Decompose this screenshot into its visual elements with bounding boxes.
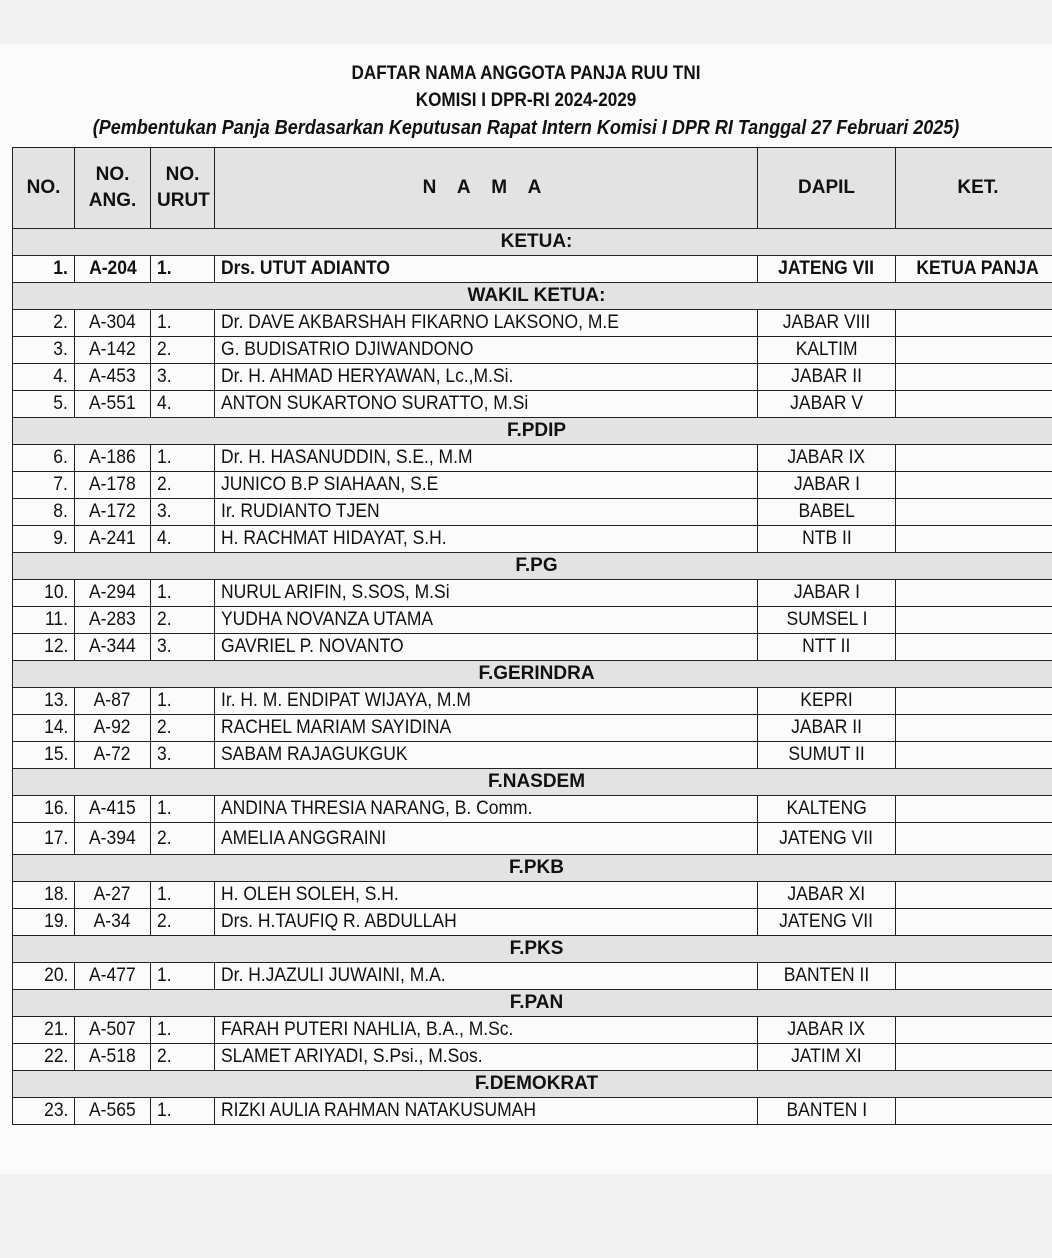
cell-urut-number: 1. [151,1017,215,1044]
cell-ket [896,634,1052,661]
cell-urut-number: 2. [151,337,215,364]
cell-anggota-number: A-551 [75,391,151,418]
cell-ket [896,364,1052,391]
cell-nama: NURUL ARIFIN, S.SOS, M.Si [215,580,758,607]
header-ket: KET. [896,148,1052,229]
header-no-ang: NO. ANG. [75,148,151,229]
table-header-row [13,148,1052,229]
cell-dapil: SUMUT II [758,742,896,769]
cell-urut-number: 2. [151,472,215,499]
cell-ket [896,1098,1052,1125]
section-header-row [13,1071,1052,1098]
section-header-row [13,936,1052,963]
cell-nama: Dr. H. HASANUDDIN, S.E., M.M [215,445,758,472]
cell-anggota-number: A-241 [75,526,151,553]
cell-ket [896,823,1052,855]
cell-urut-number: 1. [151,882,215,909]
table-row [13,688,1052,715]
table-row [13,1017,1052,1044]
cell-urut-number: 1. [151,1098,215,1125]
cell-anggota-number: A-394 [75,823,151,855]
table-row [13,499,1052,526]
table-row [13,256,1052,283]
section-header-row [13,661,1052,688]
cell-nama: AMELIA ANGGRAINI [215,823,758,855]
table-row [13,715,1052,742]
cell-no: 3. [13,337,75,364]
section-header-row [13,769,1052,796]
cell-dapil: KALTIM [758,337,896,364]
table-row [13,882,1052,909]
cell-urut-number: 1. [151,688,215,715]
cell-ket [896,882,1052,909]
cell-ket [896,499,1052,526]
cell-dapil: JATENG VII [758,909,896,936]
cell-no: 20. [13,963,75,990]
cell-ket: KETUA PANJA [896,256,1052,283]
header-no: NO. [13,148,75,229]
table-row [13,310,1052,337]
cell-anggota-number: A-415 [75,796,151,823]
cell-dapil: BANTEN I [758,1098,896,1125]
table-row [13,796,1052,823]
cell-dapil: SUMSEL I [758,607,896,634]
table-row [13,909,1052,936]
section-label: WAKIL KETUA: [13,283,1052,310]
cell-ket [896,715,1052,742]
title-subtitle: (Pembentukan Panja Berdasarkan Keputusan Rapat Intern Komisi I DPR RI Tanggal 27 Februari 2025) [92,117,960,139]
cell-anggota-number: A-518 [75,1044,151,1071]
document-title [0,60,1052,142]
cell-dapil: JABAR XI [758,882,896,909]
cell-nama: RACHEL MARIAM SAYIDINA [215,715,758,742]
cell-dapil: NTT II [758,634,896,661]
cell-dapil: JATENG VII [758,256,896,283]
section-label: F.NASDEM [13,769,1052,796]
cell-anggota-number: A-453 [75,364,151,391]
cell-anggota-number: A-294 [75,580,151,607]
table-row [13,364,1052,391]
cell-ket [896,391,1052,418]
cell-urut-number: 3. [151,364,215,391]
cell-nama: JUNICO B.P SIAHAAN, S.E [215,472,758,499]
cell-dapil: JABAR V [758,391,896,418]
section-header-row [13,283,1052,310]
cell-anggota-number: A-283 [75,607,151,634]
section-header-row [13,229,1052,256]
cell-dapil: NTB II [758,526,896,553]
cell-dapil: BABEL [758,499,896,526]
cell-no: 16. [13,796,75,823]
cell-urut-number: 3. [151,499,215,526]
cell-no: 21. [13,1017,75,1044]
cell-ket [896,607,1052,634]
cell-urut-number: 1. [151,580,215,607]
cell-dapil: JABAR II [758,715,896,742]
cell-no: 17. [13,823,75,855]
cell-no: 2. [13,310,75,337]
header-dapil: DAPIL [758,148,896,229]
table-row [13,445,1052,472]
cell-dapil: BANTEN II [758,963,896,990]
section-label: F.PKS [13,936,1052,963]
section-header-row [13,990,1052,1017]
cell-ket [896,310,1052,337]
section-label: F.DEMOKRAT [13,1071,1052,1098]
cell-anggota-number: A-344 [75,634,151,661]
table-row [13,391,1052,418]
cell-urut-number: 1. [151,310,215,337]
cell-no: 4. [13,364,75,391]
cell-nama: ANDINA THRESIA NARANG, B. Comm. [215,796,758,823]
section-header-row [13,553,1052,580]
cell-nama: G. BUDISATRIO DJIWANDONO [215,337,758,364]
cell-dapil: JABAR VIII [758,310,896,337]
cell-anggota-number: A-27 [75,882,151,909]
cell-no: 6. [13,445,75,472]
header-no-urut: NO. URUT [151,148,215,229]
cell-no: 14. [13,715,75,742]
cell-ket [896,445,1052,472]
cell-dapil: JATENG VII [758,823,896,855]
cell-nama: Dr. DAVE AKBARSHAH FIKARNO LAKSONO, M.E [215,310,758,337]
section-label: F.PAN [13,990,1052,1017]
cell-no: 1. [13,256,75,283]
cell-ket [896,526,1052,553]
cell-ket [896,963,1052,990]
cell-anggota-number: A-204 [75,256,151,283]
cell-anggota-number: A-507 [75,1017,151,1044]
cell-ket [896,337,1052,364]
cell-dapil: JATIM XI [758,1044,896,1071]
cell-urut-number: 1. [151,445,215,472]
cell-nama: H. OLEH SOLEH, S.H. [215,882,758,909]
cell-anggota-number: A-172 [75,499,151,526]
cell-dapil: JABAR I [758,472,896,499]
cell-no: 7. [13,472,75,499]
cell-dapil: JABAR I [758,580,896,607]
cell-nama: Ir. H. M. ENDIPAT WIJAYA, M.M [215,688,758,715]
cell-no: 22. [13,1044,75,1071]
table-row [13,526,1052,553]
cell-urut-number: 3. [151,742,215,769]
cell-urut-number: 2. [151,607,215,634]
cell-ket [896,796,1052,823]
cell-anggota-number: A-34 [75,909,151,936]
section-label: F.PDIP [13,418,1052,445]
cell-no: 5. [13,391,75,418]
table-body [13,229,1052,1125]
table-row [13,963,1052,990]
table-row [13,472,1052,499]
cell-urut-number: 2. [151,909,215,936]
cell-nama: Drs. H.TAUFIQ R. ABDULLAH [215,909,758,936]
cell-no: 11. [13,607,75,634]
section-header-row [13,418,1052,445]
cell-dapil: JABAR IX [758,445,896,472]
section-label: F.GERINDRA [13,661,1052,688]
cell-anggota-number: A-565 [75,1098,151,1125]
cell-nama: Drs. UTUT ADIANTO [215,256,758,283]
cell-anggota-number: A-477 [75,963,151,990]
cell-dapil: JABAR IX [758,1017,896,1044]
cell-nama: SLAMET ARIYADI, S.Psi., M.Sos. [215,1044,758,1071]
header-nama: N A M A [215,148,758,229]
cell-nama: YUDHA NOVANZA UTAMA [215,607,758,634]
cell-urut-number: 3. [151,634,215,661]
cell-anggota-number: A-178 [75,472,151,499]
cell-nama: FARAH PUTERI NAHLIA, B.A., M.Sc. [215,1017,758,1044]
cell-anggota-number: A-142 [75,337,151,364]
cell-ket [896,1017,1052,1044]
cell-dapil: KALTENG [758,796,896,823]
section-header-row [13,855,1052,882]
cell-no: 23. [13,1098,75,1125]
cell-urut-number: 4. [151,526,215,553]
cell-urut-number: 2. [151,823,215,855]
table-row [13,742,1052,769]
cell-no: 18. [13,882,75,909]
cell-ket [896,580,1052,607]
table-row [13,1098,1052,1125]
cell-urut-number: 4. [151,391,215,418]
cell-ket [896,472,1052,499]
cell-ket [896,909,1052,936]
cell-urut-number: 2. [151,715,215,742]
cell-nama: GAVRIEL P. NOVANTO [215,634,758,661]
cell-anggota-number: A-92 [75,715,151,742]
cell-ket [896,1044,1052,1071]
cell-urut-number: 1. [151,796,215,823]
table-row [13,337,1052,364]
cell-dapil: JABAR II [758,364,896,391]
cell-ket [896,742,1052,769]
cell-ket [896,688,1052,715]
title-line-1: DAFTAR NAMA ANGGOTA PANJA RUU TNI [351,63,701,84]
cell-no: 9. [13,526,75,553]
cell-anggota-number: A-87 [75,688,151,715]
cell-nama: ANTON SUKARTONO SURATTO, M.Si [215,391,758,418]
table-row [13,580,1052,607]
section-label: KETUA: [13,229,1052,256]
table-row [13,823,1052,855]
cell-no: 19. [13,909,75,936]
section-label: F.PG [13,553,1052,580]
cell-nama: Ir. RUDIANTO TJEN [215,499,758,526]
title-line-2: KOMISI I DPR-RI 2024-2029 [415,90,637,111]
cell-nama: RIZKI AULIA RAHMAN NATAKUSUMAH [215,1098,758,1125]
cell-urut-number: 1. [151,256,215,283]
cell-no: 8. [13,499,75,526]
cell-anggota-number: A-304 [75,310,151,337]
cell-urut-number: 2. [151,1044,215,1071]
cell-no: 10. [13,580,75,607]
cell-anggota-number: A-186 [75,445,151,472]
member-table [12,147,1052,1125]
cell-nama: H. RACHMAT HIDAYAT, S.H. [215,526,758,553]
cell-no: 15. [13,742,75,769]
cell-urut-number: 1. [151,963,215,990]
cell-nama: SABAM RAJAGUKGUK [215,742,758,769]
table-row [13,1044,1052,1071]
cell-anggota-number: A-72 [75,742,151,769]
cell-nama: Dr. H. AHMAD HERYAWAN, Lc.,M.Si. [215,364,758,391]
table-row [13,607,1052,634]
cell-dapil: KEPRI [758,688,896,715]
section-label: F.PKB [13,855,1052,882]
cell-no: 13. [13,688,75,715]
table-row [13,634,1052,661]
cell-no: 12. [13,634,75,661]
cell-nama: Dr. H.JAZULI JUWAINI, M.A. [215,963,758,990]
